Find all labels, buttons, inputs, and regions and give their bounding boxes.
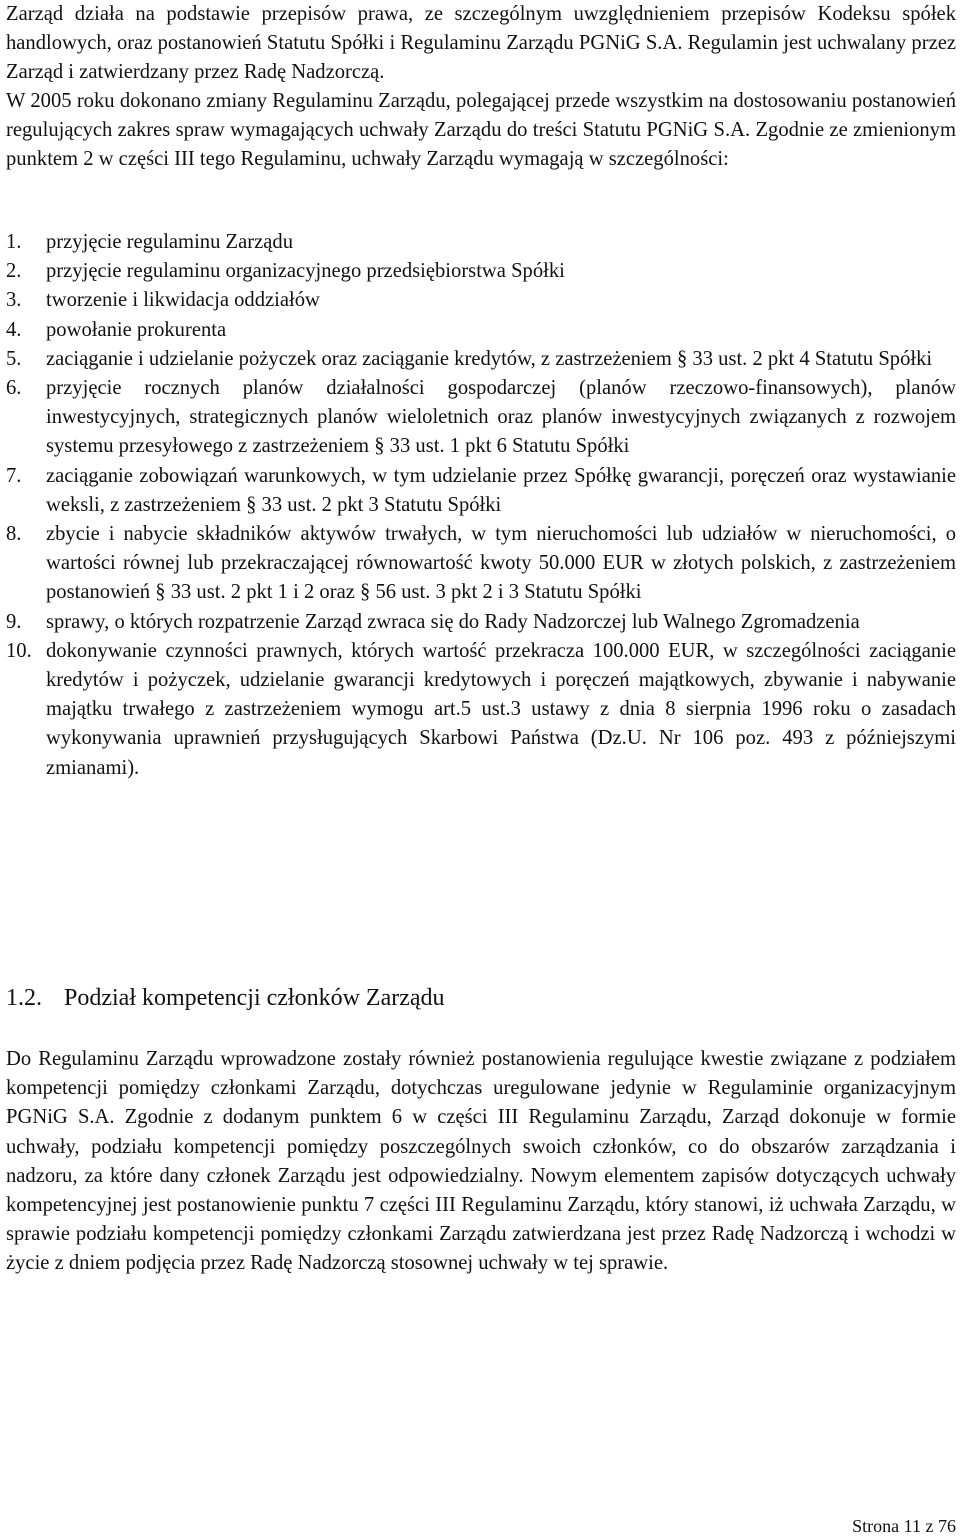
list-item-text: przyjęcie regulaminu Zarządu <box>46 231 293 253</box>
list-item-text: zaciąganie i udzielanie pożyczek oraz zaciąganie kredytów, z zastrzeżeniem § 33 ust. 2 pkt 4 Statutu Spółki <box>46 347 933 370</box>
list-item <box>6 316 956 345</box>
list-item-text: przyjęcie rocznych planów działalności gospodarczej (planów rzeczowo-finansowych), planów inwestycyjnych, strategicznych planów wieloletnich oraz planów inwestycyjnych związanych z rozwojem systemu przesyłowego z zastrzeżeniem § 33 ust. 1 pkt 6 Statutu Spółki <box>46 377 956 458</box>
list-item <box>6 520 956 608</box>
list-item-text: tworzenie i likwidacja oddziałów <box>46 289 320 312</box>
list-item-number: 4. <box>6 318 22 341</box>
list-item-text: sprawy, o których rozpatrzenie Zarząd zwraca się do Rady Nadzorczej lub Walnego Zgromadzenia <box>46 610 860 633</box>
resolutions-list <box>6 228 956 783</box>
section-body-paragraph <box>6 1045 956 1279</box>
list-item <box>6 374 956 462</box>
list-item-number: 6. <box>6 377 22 400</box>
list-item <box>6 462 956 520</box>
list-item-text: powołanie prokurenta <box>46 318 227 341</box>
section-number: 1.2. <box>6 985 42 1011</box>
list-item-number: 10. <box>6 639 32 662</box>
list-item <box>6 345 956 374</box>
list-item <box>6 228 956 257</box>
list-item <box>6 286 956 315</box>
list-item-number: 1. <box>6 231 22 253</box>
intro-paragraph-2-text: W 2005 roku dokonano zmiany Regulaminu Zarządu, polegającej przede wszystkim na dostosowaniu postanowień regulujących zakres spraw wymagających uchwały Zarządu do treści Statutu PGNiG S.A. Zgodnie ze zmienionym punktem 2 w części III tego Regulaminu, uchwały Zarządu wymagają w szczególności: <box>6 90 956 171</box>
page-number: Strona 11 z 76 <box>852 1516 956 1536</box>
intro-paragraph-1-text: Zarząd działa na podstawie przepisów prawa, ze szczególnym uwzględnieniem przepisów Kodeksu spółek handlowych, oraz postanowień Statutu Spółki i Regulaminu Zarządu PGNiG S.A. Regulamin jest uchwalany przez Zarząd i zatwierdzany przez Radę Nadzorczą. <box>6 3 956 84</box>
list-item-text: przyjęcie regulaminu organizacyjnego przedsiębiorstwa Spółki <box>46 260 565 283</box>
intro-paragraph-2 <box>6 87 956 175</box>
list-item-text: zaciąganie zobowiązań warunkowych, w tym udzielanie przez Spółkę gwarancji, poręczeń oraz wystawianie weksli, z zastrzeżeniem § 33 ust. 2 pkt 3 Statutu Spółki <box>46 464 956 516</box>
intro-paragraph-1 <box>6 0 956 88</box>
list-item-number: 2. <box>6 260 22 283</box>
list-item-number: 8. <box>6 523 22 546</box>
list-item <box>6 637 956 783</box>
list-item-text: dokonywanie czynności prawnych, których wartość przekracza 100.000 EUR, w szczególności zaciąganie kredytów i pożyczek, udzielanie gwarancji kredytowych i poręczeń majątkowych, zbywanie i nabywanie majątku trwałego z zastrzeżeniem wymogu art.5 ust.3 ustawy z dnia 8 sierpnia 1996 roku o zasadach wykonywania uprawnień przysługujących Skarbowi Państwa (Dz.U. Nr 106 poz. 493 z późniejszymi zmianami). <box>46 639 956 779</box>
list-item-number: 7. <box>6 464 22 487</box>
list-item-number: 3. <box>6 289 22 312</box>
list-item-number: 9. <box>6 610 22 633</box>
list-item <box>6 608 956 637</box>
list-item-number: 5. <box>6 347 22 370</box>
list-item-text: zbycie i nabycie składników aktywów trwałych, w tym nieruchomości lub udziałów w nieruchomości, o wartości równej lub przekraczającej równowartość kwoty 50.000 EUR w złotych polskich, z zastrzeżeniem postanowień § 33 ust. 2 pkt 1 i 2 oraz § 56 ust. 3 pkt 2 i 3 Statutu Spółki <box>46 523 956 604</box>
section-heading <box>6 982 445 1014</box>
section-title: Podział kompetencji członków Zarządu <box>64 985 445 1011</box>
list-item <box>6 257 956 286</box>
section-body-text: Do Regulaminu Zarządu wprowadzone zostały również postanowienia regulujące kwestie związane z podziałem kompetencji pomiędzy członkami Zarządu, dotychczas uregulowane jedynie w Regulaminie organizacyjnym PGNiG S.A. Zgodnie z dodanym punktem 6 w części III Regulaminu Zarządu, Zarząd dokonuje w formie uchwały, podziału kompetencji pomiędzy poszczególnych swoich członków, co do obszarów zarządzania i nadzoru, za które dany członek Zarządu jest odpowiedzialny. Nowym elementem zapisów dotyczących uchwały kompetencyjnej jest postanowienie punktu 7 części III Regulaminu Zarządu, który stanowi, iż uchwała Zarządu, w sprawie podziału kompetencji pomiędzy członkami Zarządu zatwierdzana jest przez Radę Nadzorczą i wchodzi w życie z dniem podjęcia przez Radę Nadzorczą stosownej uchwały w tej sprawie. <box>6 1048 956 1275</box>
